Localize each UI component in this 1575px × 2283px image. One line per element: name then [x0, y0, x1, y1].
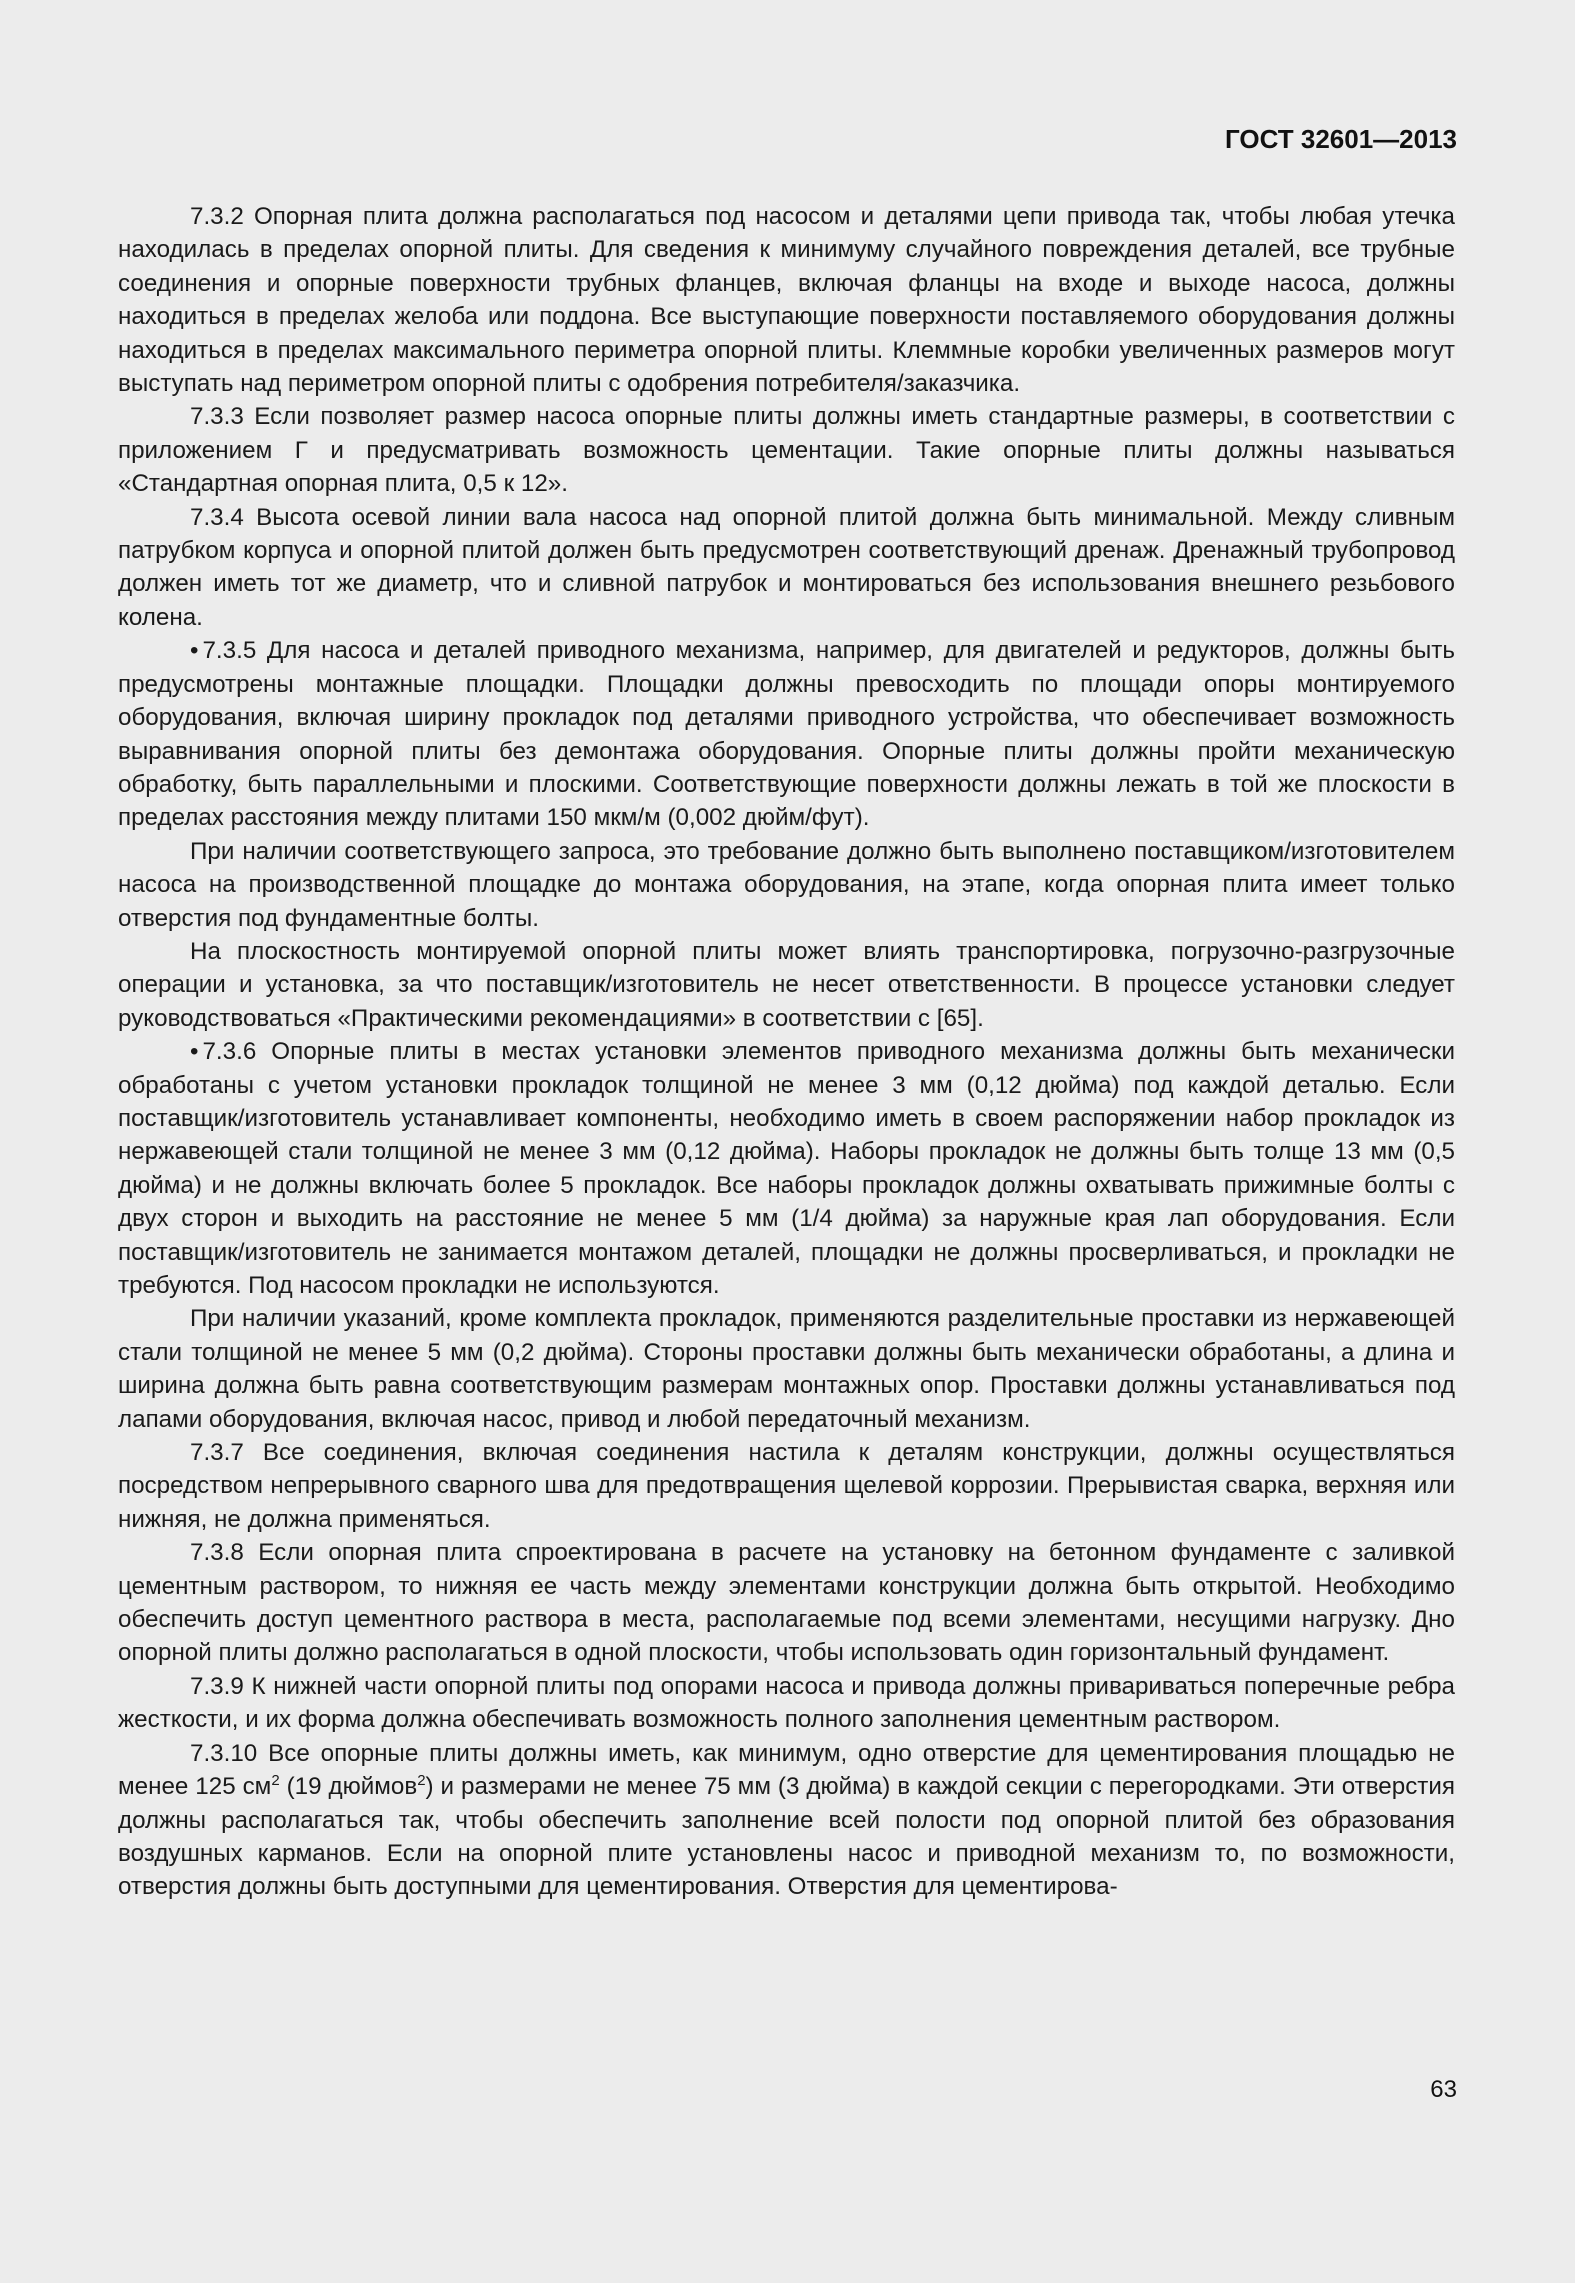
paragraph-text: На плоскостность монтируемой опорной плиты может влиять транспортировка, погрузочно-разгрузочные операции и установка, за что поставщик/изготовитель не несет ответственности. В процессе установки следует руководствоваться «Практическими рекомендациями» в соответствии с [65].: [118, 937, 1455, 1032]
paragraph-text: 7.3.2 Опорная плита должна располагаться под насосом и деталями цепи привода так, чтобы любая утечка находилась в пределах опорной плиты. Для сведения к минимуму случайного повреждения деталей, все трубные соединения и опорные поверхности трубных фланцев, включая фланцы на входе и выходе насоса, должны находиться в пределах желоба или поддона. Все выступающие поверхности поставляемого оборудования должны находиться в пределах максимального периметра опорной плиты. Клеммные коробки увеличенных размеров могут выступать над периметром опорной плиты с одобрения потребителя/заказчика.: [118, 203, 1455, 398]
paragraph: [118, 1436, 1455, 1536]
paragraph-text: 7.3.6 Опорные плиты в местах установки элементов приводного механизма должны быть механически обработаны с учетом установки прокладок толщиной не менее 3 мм (0,12 дюйма) под каждой деталью. Если поставщик/изготовитель устанавливает компоненты, необходимо иметь в своем распоряжении набор прокладок из нержавеющей стали толщиной не менее 3 мм (0,12 дюйма). Наборы прокладок не должны быть толще 13 мм (0,5 дюйма) и не должны включать более 5 прокладок. Все наборы прокладок должны охватывать прижимные болты с двух сторон и выходить на расстояние не менее 5 мм (1/4 дюйма) за наружные края лап оборудования. Если поставщик/изготовитель не занимается монтажом деталей, площадки не должны просверливаться, и прокладки не требуются. Под насосом прокладки не используются.: [118, 1038, 1455, 1299]
paragraph-text: 7.3.7 Все соединения, включая соединения настила к деталям конструкции, должны осуществляться посредством непрерывного сварного шва для предотвращения щелевой коррозии. Прерывистая сварка, верхняя или нижняя, не должна применяться.: [118, 1439, 1455, 1533]
page-number: 63: [1430, 2076, 1457, 2103]
paragraph-text: 7.3.8 Если опорная плита спроектирована в расчете на установку на бетонном фундаменте с заливкой цементным раствором, то нижняя ее часть между элементами конструкции должна быть открытой. Необходимо обеспечить доступ цементного раствора в места, располагаемые под всеми элементами, несущими нагрузку. Дно опорной плиты должно располагаться в одной плоскости, чтобы использовать один горизонтальный фундамент.: [118, 1539, 1455, 1667]
paragraph-7-3-10: 7.3.10 Все опорные плиты должны иметь, как минимум, одно отверстие для цементирования площадью не менее 125 $см^2$ (19 дюймов$^2$) и размерами не менее 75 мм (3 дюйма) в каждой секции с перегородками. Эти отверстия должны располагаться так, чтобы обеспечить заполнение всей полости под опорной плитой без образования воздушных карманов. Если на опорной плите установлены насос и приводной механизм то, по возможности, отверстия должны быть доступными для цементирования. Отверстия для цементирова-: [118, 1739, 1455, 1901]
paragraph: [118, 1670, 1455, 1737]
paragraph: [118, 935, 1455, 1035]
body-text: [118, 200, 1455, 1904]
paragraph: [118, 634, 1455, 834]
paragraph: [118, 200, 1455, 400]
standard-header: ГОСТ 32601—2013: [1225, 124, 1457, 154]
paragraph: [118, 400, 1455, 500]
paragraph: [118, 1302, 1455, 1436]
paragraph-text: При наличии соответствующего запроса, это требование должно быть выполнено поставщиком/изготовителем насоса на производственной площадке до монтажа оборудования, на этапе, когда опорная плита имеет только отверстия под фундаментные болты.: [118, 837, 1455, 932]
paragraph-text: 7.3.4 Высота осевой линии вала насоса над опорной плитой должна быть минимальной. Между сливным патрубком корпуса и опорной плитой должен быть предусмотрен соответствующий дренаж. Дренажный трубопровод должен иметь тот же диаметр, что и сливной патрубок и монтироваться без использования внешнего резьбового колена.: [118, 503, 1455, 631]
paragraph: [118, 835, 1455, 935]
paragraph-text: 7.3.5 Для насоса и деталей приводного механизма, например, для двигателей и редукторов, должны быть предусмотрены монтажные площадки. Площадки должны превосходить по площади опоры монтируемого оборудования, включая ширину прокладок под деталями приводного устройства, что обеспечивает возможность выравнивания опорной плиты без демонтажа оборудования. Опорные плиты должны пройти механическую обработку, быть параллельными и плоскими. Соответствующие поверхности должны лежать в той же плоскости в пределах расстояния между плитами 150 мкм/м (0,002 дюйм/фут).: [118, 637, 1455, 832]
paragraph-list: [118, 200, 1455, 1737]
bullet-marker: •: [190, 1038, 199, 1066]
paragraph: [118, 1035, 1455, 1302]
paragraph-text: 7.3.9 К нижней части опорной плиты под опорами насоса и привода должны привариваться поперечные ребра жесткости, и их форма должна обеспечивать возможность полного заполнения цементным раствором.: [118, 1672, 1455, 1734]
paragraph-text: При наличии указаний, кроме комплекта прокладок, применяются разделительные проставки из нержавеющей стали толщиной не менее 5 мм (0,2 дюйма). Стороны проставки должны быть механически обработаны, а длина и ширина должна быть равна соответствующим размерам монтажных опор. Проставки должны устанавливаться под лапами оборудования, включая насос, привод и любой передаточный механизм.: [118, 1305, 1455, 1433]
paragraph-text: 7.3.3 Если позволяет размер насоса опорные плиты должны иметь стандартные размеры, в соответствии с приложением Г и предусматривать возможность цементации. Такие опорные плиты должны называться «Стандартная опорная плита, 0,5 к 12».: [118, 403, 1455, 498]
paragraph: [118, 501, 1455, 635]
paragraph: [118, 1536, 1455, 1670]
bullet-marker: •: [190, 637, 199, 665]
